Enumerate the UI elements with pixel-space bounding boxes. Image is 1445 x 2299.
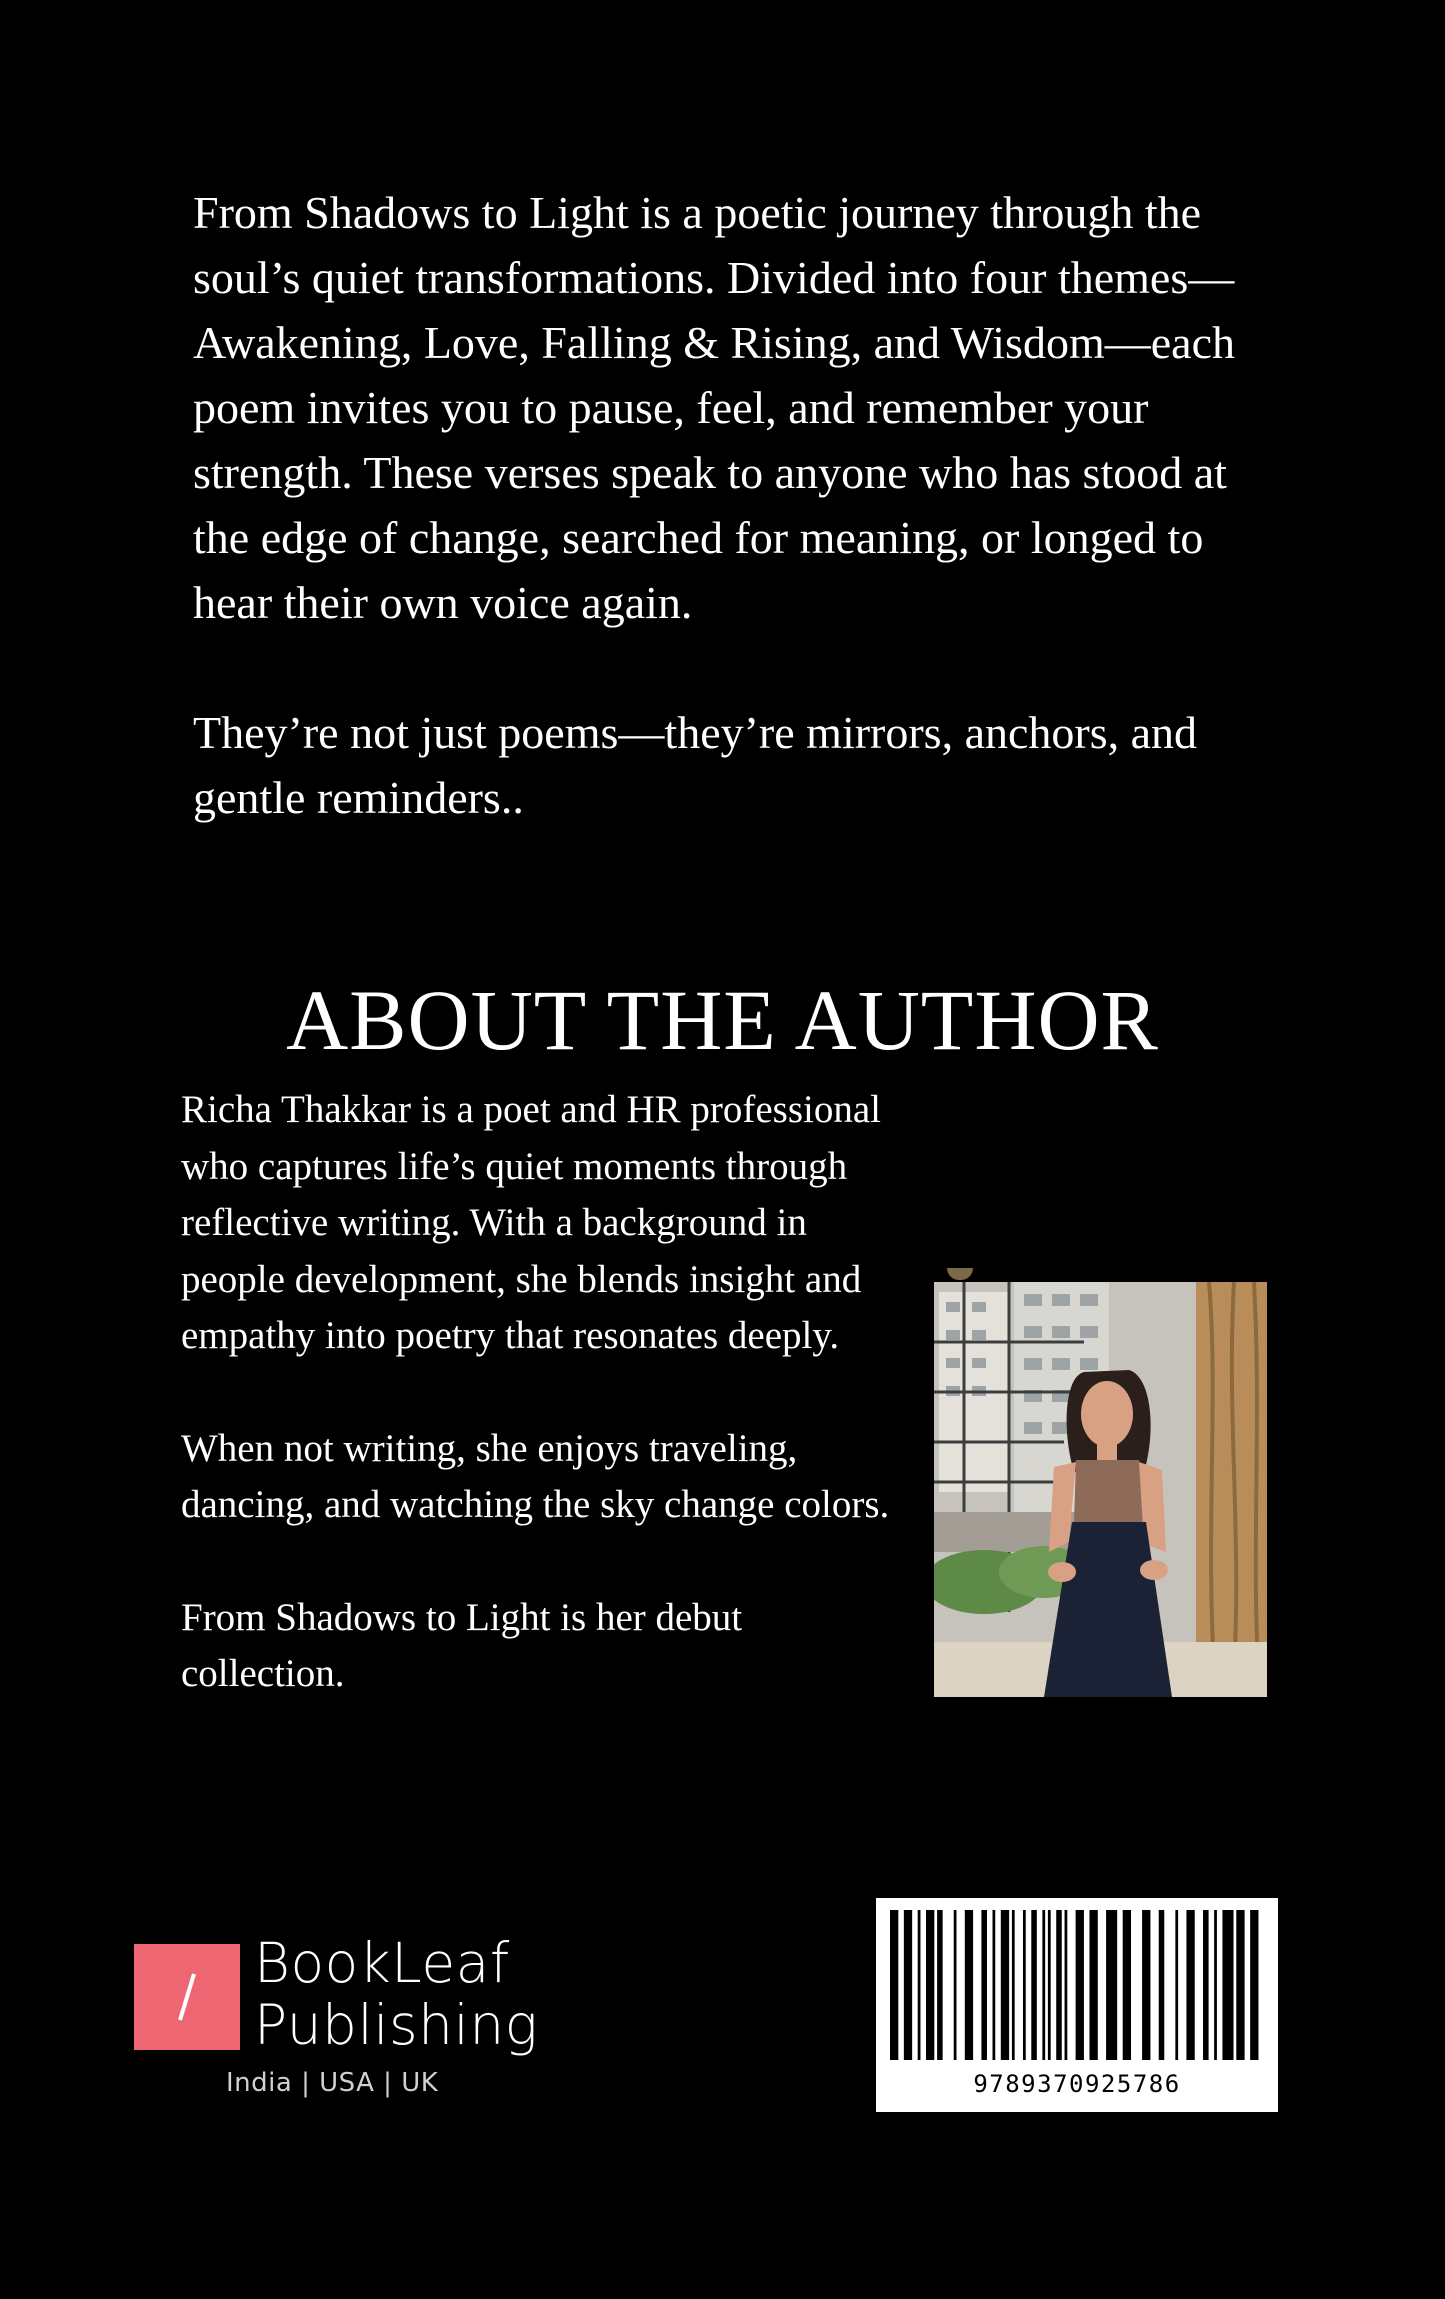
barcode-bar <box>904 1910 912 2060</box>
barcode-bar <box>1159 1910 1165 2060</box>
barcode-bar <box>1023 1910 1026 2060</box>
barcode-bar <box>1065 1910 1068 2060</box>
barcode-bar <box>965 1910 973 2060</box>
blurb-paragraph-2: They’re not just poems—they’re mirrors, anchors, and gentle reminders.. <box>193 707 1198 823</box>
barcode-bar <box>937 1910 943 2060</box>
barcode-bar <box>1048 1910 1051 2060</box>
barcode-bar <box>1042 1910 1045 2060</box>
barcode-bar <box>1175 1910 1178 2060</box>
barcode-bar <box>1250 1910 1258 2060</box>
barcode-bar <box>1203 1910 1209 2060</box>
author-bio <box>181 1082 901 1703</box>
barcode-bar <box>1214 1910 1217 2060</box>
publisher-name-line-1: BookLeaf <box>254 1931 510 1995</box>
publisher-logo <box>134 1931 539 2114</box>
barcode-bar <box>1236 1910 1244 2060</box>
barcode-bar <box>993 1910 996 2060</box>
barcode-bar <box>1001 1910 1009 2060</box>
barcode-bar <box>981 1910 987 2060</box>
barcode-bar <box>1076 1910 1084 2060</box>
blurb-paragraph-1: From Shadows to Light is a poetic journey through the soul’s quiet transformations. Divided into four themes—Awakening, Love, Falling & Rising, and Wisdom—each poem invites you to pause, feel, and remember your strength. These verses speak to anyone who has stood at the edge of change, searched for meaning, or longed to hear their own voice again. <box>193 187 1235 628</box>
barcode-bar <box>918 1910 921 2060</box>
barcode-bar <box>1222 1910 1233 2060</box>
barcode-bar <box>1142 1910 1150 2060</box>
publisher-mark <box>134 1944 240 2050</box>
barcode-bar <box>1012 1910 1015 2060</box>
bio-paragraph-2: When not writing, she enjoys traveling, dancing, and watching the sky change colors. <box>181 1426 890 1526</box>
bio-paragraph-1: Richa Thakkar is a poet and HR professional who captures life’s quiet moments through reflective writing. With a background in people development, she blends insight and empathy into poetry that resonates deeply. <box>181 1088 882 1357</box>
publisher-regions: India | USA | UK <box>226 2068 439 2098</box>
isbn-number: 9789370925786 <box>973 2070 1181 2098</box>
publisher-name <box>254 1932 538 2056</box>
book-blurb <box>193 180 1273 830</box>
lamp-decoration <box>947 1268 973 1280</box>
barcode-bar <box>890 1910 898 2060</box>
about-author-heading: ABOUT THE AUTHOR <box>286 972 1159 1068</box>
barcode-bar <box>1123 1910 1131 2060</box>
bio-paragraph-3: From Shadows to Light is her debut collection. <box>181 1595 743 1695</box>
barcode-bar <box>1106 1910 1117 2060</box>
barcode-bar <box>1056 1910 1062 2060</box>
barcode-bar <box>1186 1910 1194 2060</box>
publisher-name-line-2: Publishing <box>254 1993 539 2057</box>
barcode-bar <box>954 1910 957 2060</box>
barcode-bar <box>926 1910 934 2060</box>
isbn-barcode <box>876 1898 1278 2112</box>
slash-icon <box>134 1944 240 2050</box>
barcode-bar <box>1031 1910 1037 2060</box>
barcode-bar <box>1089 1910 1097 2060</box>
author-photo <box>934 1282 1267 1697</box>
